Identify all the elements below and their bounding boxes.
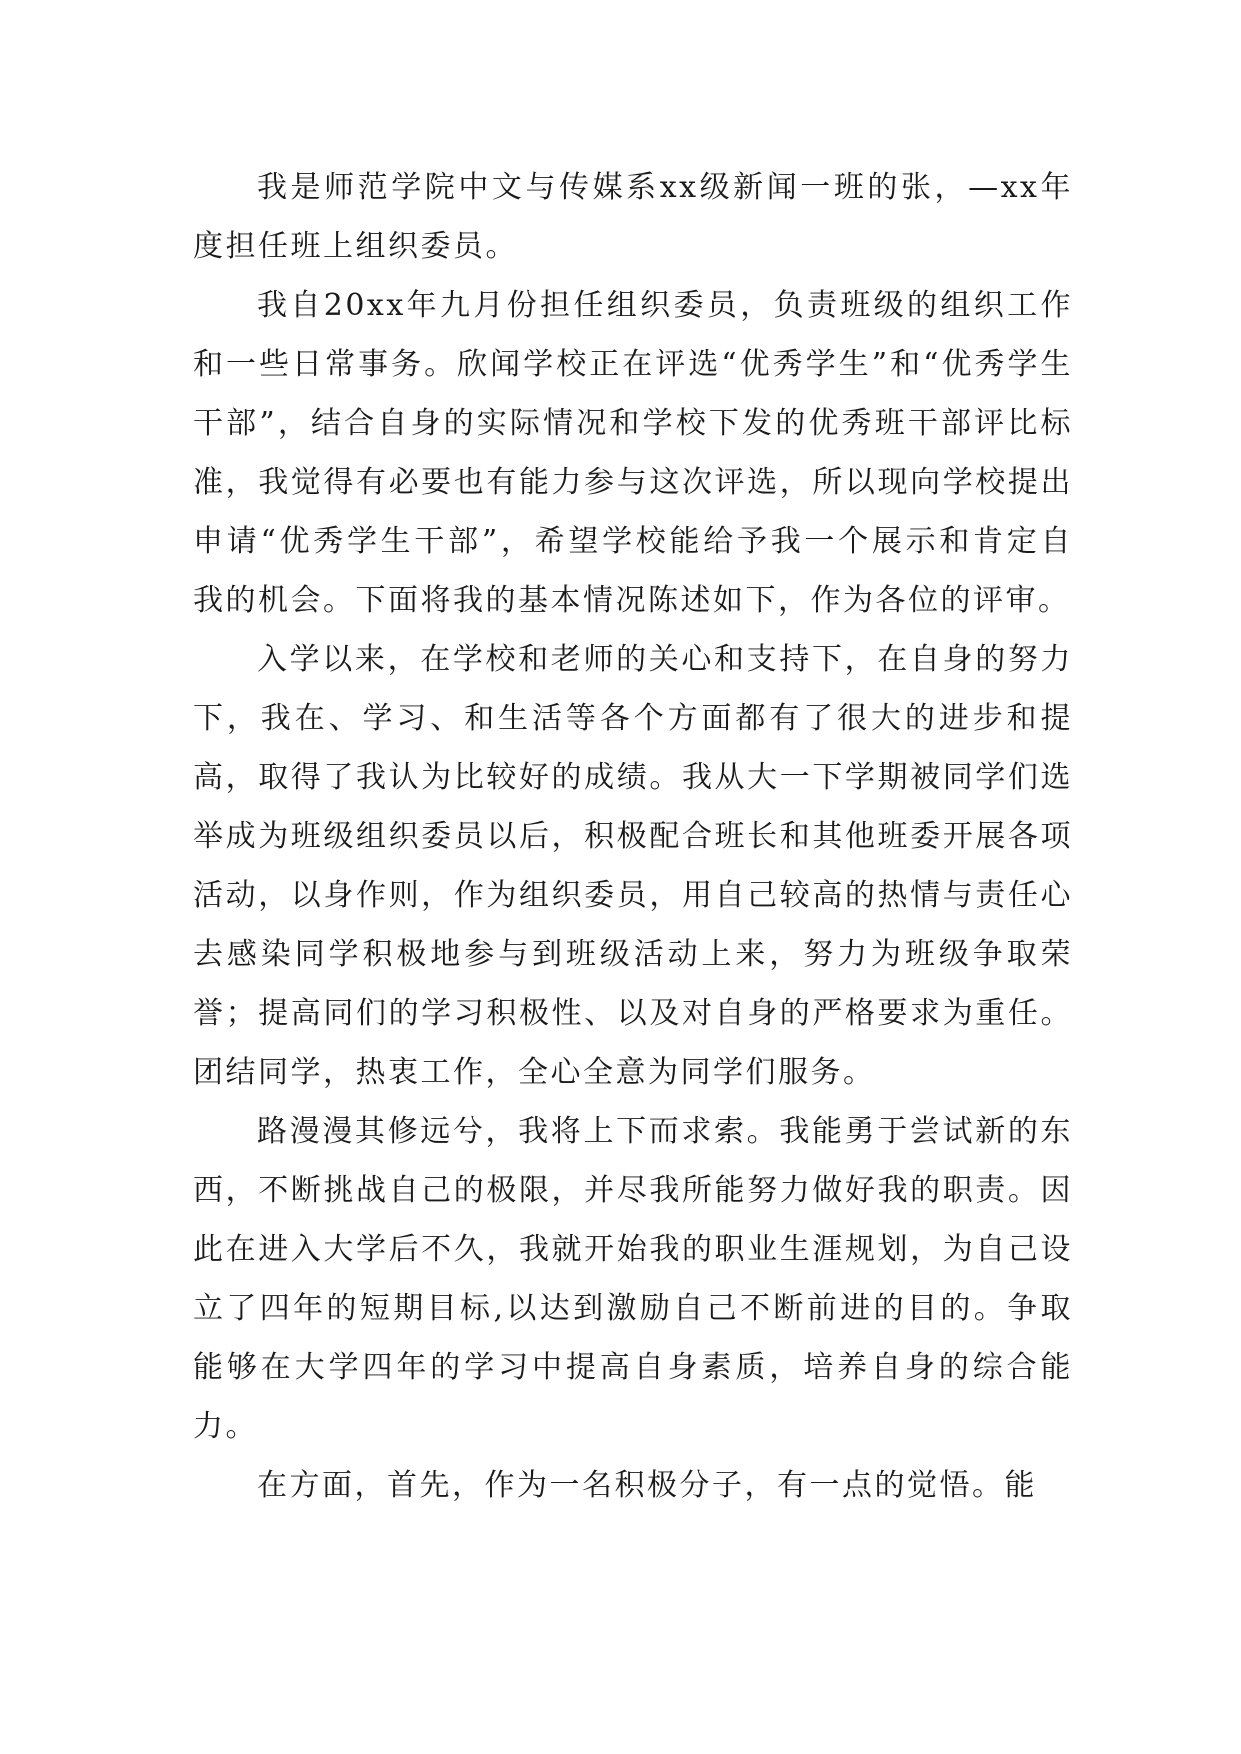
paragraph-4: 路漫漫其修远兮，我将上下而求索。我能勇于尝试新的东西，不断挑战自己的极限，并尽我所能努力做好我的职责。因此在进入大学后不久，我就开始我的职业生涯规划，为自己设立了四年的短期目标,以达到激励自己不断前进的目的。争取能够在大学四年的学习中提高自身素质，培养自身的综合能力。 [193, 1114, 1073, 1444]
paragraph-5: 在方面，首先，作为一名积极分子，有一点的觉悟。能 [257, 1468, 1037, 1503]
document-body [193, 158, 1073, 1515]
paragraph-1: 我是师范学院中文与传媒系xx级新闻一班的张，—xx年度担任班上组织委员。 [193, 170, 1073, 264]
paragraph-3: 入学以来，在学校和老师的关心和支持下，在自身的努力下，我在、学习、和生活等各个方面都有了很大的进步和提高，取得了我认为比较好的成绩。我从大一下学期被同学们选举成为班级组织委员以后，积极配合班长和其他班委开展各项活动，以身作则，作为组织委员，用自己较高的热情与责任心去感染同学积极地参与到班级活动上来，努力为班级争取荣誉；提高同们的学习积极性、以及对自身的严格要求为重任。团结同学，热衷工作，全心全意为同学们服务。 [193, 642, 1073, 1090]
paragraph-2: 我自20xx年九月份担任组织委员，负责班级的组织工作和一些日常事务。欣闻学校正在评选“优秀学生”和“优秀学生干部”，结合自身的实际情况和学校下发的优秀班干部评比标准，我觉得有必要也有能力参与这次评选，所以现向学校提出申请“优秀学生干部”，希望学校能给予我一个展示和肯定自我的机会。下面将我的基本情况陈述如下，作为各位的评审。 [193, 288, 1073, 618]
